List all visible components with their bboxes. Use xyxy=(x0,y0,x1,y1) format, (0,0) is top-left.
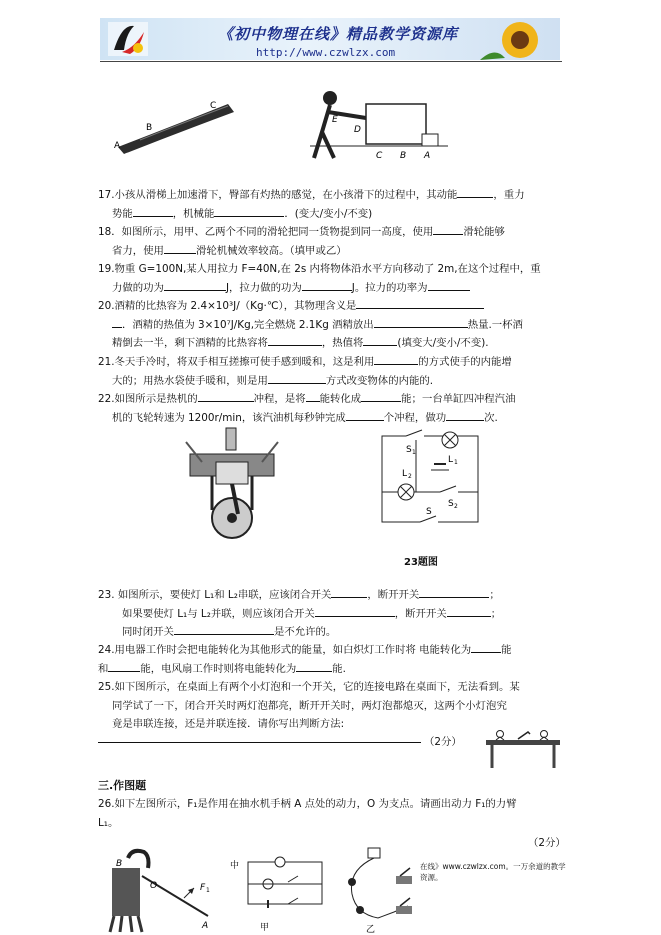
pump-label-o: O xyxy=(150,881,158,891)
push-label-d: D xyxy=(354,125,361,135)
question-18 xyxy=(98,223,568,260)
q23-blank-4 xyxy=(447,605,491,617)
push-label-e: E xyxy=(332,115,338,125)
q25-text-1: 25.如下图所示，在桌面上有两个小灯泡和一个开关，它的连接电路在桌面下，无法看到。某 xyxy=(98,681,520,693)
pump-label-f-sub: 1 xyxy=(206,887,210,894)
q25-text-3: 竟是串联连接，还是并联连接．请你写出判断方法: xyxy=(112,718,345,731)
q23-text-7: 同时闭开关 xyxy=(122,626,174,639)
question-19 xyxy=(98,260,568,297)
q25-answer-line xyxy=(98,742,421,743)
engine-figure xyxy=(172,422,292,542)
q18-blank-1 xyxy=(433,223,463,235)
q19-blank-1 xyxy=(164,279,226,291)
q23-text-6: ； xyxy=(490,607,502,620)
label-yi: 乙 xyxy=(366,925,376,934)
q21-text-4: 方式改变物体的内能的. xyxy=(325,374,434,387)
q23-blank-3 xyxy=(315,605,395,617)
q20-text-4: 精倒去一半，剩下酒精的比热容将 xyxy=(112,337,268,350)
q22-text-5: 机的飞轮转速为 1200r/min，该汽油机每秒钟完成 xyxy=(112,411,346,424)
footer-watermark-text: 在线》www.czwlzx.com。一万余道的教学资源。 xyxy=(420,862,566,882)
q17-blank-3 xyxy=(214,205,284,217)
q23-text-2: ，断开开关 xyxy=(367,589,420,601)
circuit-label-s2: S xyxy=(448,499,454,509)
q17-blank-2 xyxy=(133,205,173,217)
q17-text-5: ．(变大/变小/不变) xyxy=(284,207,373,220)
q18-text-4: 滑轮机械效率较高。（填甲或乙） xyxy=(195,244,347,257)
q25-text-2: 同学试了一下，闭合开关时两灯泡都亮，断开开关时，两灯泡都熄灭，这两个小灯泡究 xyxy=(112,699,507,712)
q20-blank-3 xyxy=(374,316,468,328)
question-21 xyxy=(98,353,568,390)
slide-label-a: A xyxy=(114,141,121,151)
q23-text-4: 如果要使灯 L₁与 L₂并联，则应该闭合开关 xyxy=(122,607,315,620)
q24-blank-2 xyxy=(108,660,140,672)
q23-blank-5 xyxy=(174,623,274,635)
question-23 xyxy=(98,586,568,642)
q22-text-1: 22.如图所示是热机的 xyxy=(98,393,198,405)
pump-label-a: A xyxy=(202,921,209,931)
banner-url: http://www.czwlzx.com xyxy=(256,46,396,59)
circuit-label-s2-sub: 2 xyxy=(454,503,458,510)
label-jia: 甲 xyxy=(260,923,270,933)
q17-text-2: ，重力 xyxy=(493,189,525,201)
push-label-c: C xyxy=(376,151,383,161)
q20-text-1: 20.酒精的比热容为 2.4×10³J/（Kg·℃），其物理含义是 xyxy=(98,300,357,312)
q23-text-8: 是不允许的。 xyxy=(273,626,337,639)
q22-blank-3 xyxy=(361,390,401,402)
q19-text-4: J。拉力的功率为 xyxy=(351,281,428,294)
circuit-label-l2-sub: 2 xyxy=(408,473,412,480)
circuit-label-s1-sub: 1 xyxy=(412,449,416,456)
q24-text-2: 能 xyxy=(501,644,512,656)
label-zhong: 中 xyxy=(230,861,240,871)
q20-blank-1 xyxy=(356,297,484,309)
question-26 xyxy=(98,795,568,832)
q21-text-1: 21.冬天手冷时，将双手相互搓擦可使手感到暖和，这是利用 xyxy=(98,356,375,368)
q19-blank-2 xyxy=(302,279,352,291)
q20-text-5: ，热值将 xyxy=(321,337,364,350)
q20-text-3: 热量.一杯酒 xyxy=(467,318,523,331)
q24-text-4: 能，电风扇工作时则将电能转化为 xyxy=(140,662,297,675)
q24-blank-3 xyxy=(296,660,332,672)
circuit-figure xyxy=(376,428,486,528)
q23-text-5: ，断开开关 xyxy=(394,607,447,620)
q20-blank-2 xyxy=(112,316,122,328)
q17-blank-1 xyxy=(457,186,493,198)
q22-text-3: 能转化成 xyxy=(319,393,362,405)
q20-blank-4 xyxy=(268,334,322,346)
circuit-jia-figure xyxy=(228,852,328,934)
q17-text-4: ，机械能 xyxy=(172,207,215,220)
q22-blank-2 xyxy=(306,390,320,402)
q23-text-1: 23. 如图所示，要使灯 L₁和 L₂串联，应该闭合开关 xyxy=(98,589,332,601)
banner-title: 《初中物理在线》精品教学资源库 xyxy=(218,25,459,43)
q23-blank-1 xyxy=(331,586,367,598)
slide-label-b: B xyxy=(146,123,153,133)
question-22 xyxy=(98,390,568,427)
q21-blank-1 xyxy=(374,353,418,365)
push-box-figure xyxy=(310,88,450,166)
header-banner xyxy=(100,18,560,60)
q19-text-2: 力做的功为 xyxy=(112,281,164,294)
q21-text-3: 大的；用热水袋使手暖和，则是用 xyxy=(112,374,268,387)
q19-blank-3 xyxy=(428,279,470,291)
slide-label-c: C xyxy=(210,101,217,111)
circuit-label-s: S xyxy=(406,445,412,455)
q25-score: （2分） xyxy=(424,736,462,748)
q22-text-7: 次. xyxy=(484,411,498,424)
q22-text-2: 冲程，是将 xyxy=(253,393,306,405)
question-20 xyxy=(98,297,568,353)
q20-text-6: (填变大/变小/不变). xyxy=(397,337,489,350)
q22-text-6: 个冲程，做功 xyxy=(383,411,447,424)
q18-text-3: 省力，使用 xyxy=(112,244,164,257)
q22-blank-1 xyxy=(198,390,254,402)
push-label-a: A xyxy=(424,151,431,161)
q21-text-2: 的方式使手的内能增 xyxy=(418,356,512,368)
push-label-b: B xyxy=(400,151,407,161)
logo-icon xyxy=(108,22,148,56)
q18-text-1: 18．如图所示，用甲、乙两个不同的滑轮把同一货物提到同一高度，使用 xyxy=(98,226,434,238)
sunflower-icon xyxy=(480,22,538,60)
q26-text-1: 26.如下左图所示，F₁是作用在抽水机手柄 A 点处的动力，O 为支点。请画出动力 F₁的力臂 xyxy=(98,798,517,810)
q23-blank-2 xyxy=(419,586,489,598)
pump-label-b: B xyxy=(116,859,123,869)
q24-text-5: 能. xyxy=(332,662,346,675)
circuit-label-s-main: S xyxy=(426,507,432,517)
question-24 xyxy=(98,641,568,678)
q22-text-4: 能；一台单缸四冲程汽油 xyxy=(401,393,516,405)
q24-blank-1 xyxy=(471,641,501,653)
pump-label-f: F xyxy=(200,883,206,893)
q24-text-1: 24.用电器工作时会把电能转化为其他形式的能量，如白炽灯工作时将 电能转化为 xyxy=(98,644,472,656)
header-rule xyxy=(100,61,562,62)
q18-blank-2 xyxy=(164,242,196,254)
table-lamps-figure xyxy=(484,722,564,770)
q17-text-3: 势能 xyxy=(112,207,133,220)
circuit-label-l2: L xyxy=(402,469,408,479)
q21-blank-2 xyxy=(268,372,326,384)
q22-blank-5 xyxy=(446,409,484,421)
circuit-caption: 23题图 xyxy=(404,557,438,568)
q17-text-1: 17.小孩从滑梯上加速滑下，臀部有灼热的感觉，在小孩滑下的过程中，其动能 xyxy=(98,189,458,201)
q19-text-3: J，拉力做的功为 xyxy=(225,281,302,294)
circuit-label-l1-sub: 1 xyxy=(454,459,458,466)
section-3-title: 三.作图题 xyxy=(98,779,147,792)
q19-text-1: 19.物重 G=100N,某人用拉力 F=40N,在 2s 内将物体沿水平方向移动了 2m,在这个过程中，重 xyxy=(98,263,541,275)
q24-text-3: 和 xyxy=(98,662,109,675)
q18-text-2: 滑轮能够 xyxy=(463,226,505,238)
q26-score: （2分） xyxy=(528,837,566,849)
q26-text-2: L₁。 xyxy=(98,816,119,829)
q20-text-2: ．酒精的热值为 3×10⁷J/Kg,完全燃烧 2.1Kg 酒精放出 xyxy=(122,318,374,331)
q22-blank-4 xyxy=(346,409,384,421)
slide-figure xyxy=(110,92,240,162)
q23-text-3: ； xyxy=(489,589,500,601)
q20-blank-5 xyxy=(363,334,397,346)
question-17 xyxy=(98,186,568,223)
circuit-label-l: L xyxy=(448,455,454,465)
pump-figure xyxy=(98,846,218,934)
